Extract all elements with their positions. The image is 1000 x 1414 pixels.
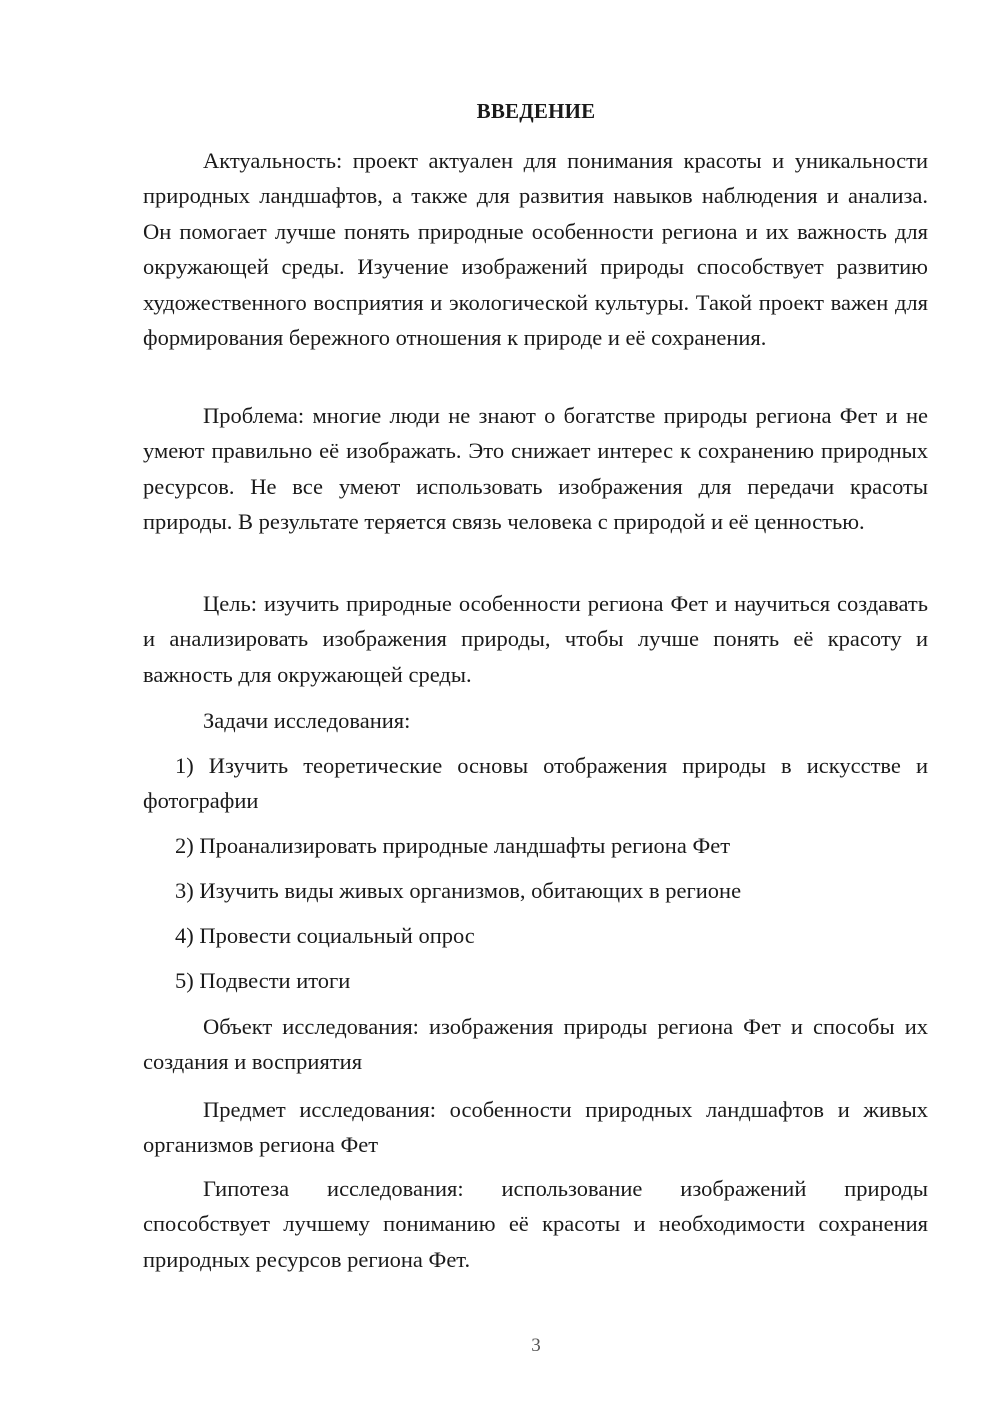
tasks-heading: Задачи исследования:	[203, 708, 411, 733]
paragraph-problem: Проблема: многие люди не знают о богатстве природы региона Фет и не умеют правильно её изображать. Это снижает интерес к сохранению природных ресурсов. Не все умеют использовать изображения для передачи красоты природы. В результате теряется связь человека с природой и её ценностью.	[143, 403, 928, 535]
page-title: ВВЕДЕНИЕ	[476, 99, 596, 123]
paragraph-hypothesis: Гипотеза исследования: использование изображений природы способствует лучшему пониманию её красоты и необходимости сохранения природных ресурсов региона Фет.	[143, 1176, 928, 1272]
paragraph-goal: Цель: изучить природные особенности региона Фет и научиться создавать и анализировать изображения природы, чтобы лучше понять её красоту и важность для окружающей среды.	[143, 591, 928, 687]
task-item: 3) Изучить виды живых организмов, обитающих в регионе	[175, 878, 742, 903]
page-number: 3	[531, 1335, 541, 1356]
paragraph-object: Объект исследования: изображения природы региона Фет и способы их создания и восприятия	[143, 1014, 928, 1075]
task-item: 5) Подвести итоги	[175, 968, 351, 993]
paragraph-relevance: Актуальность: проект актуален для понимания красоты и уникальности природных ландшафтов, а также для развития навыков наблюдения и анализа. Он помогает лучше понять природные особенности региона и их важность для окружающей среды. Изучение изображений природы способствует развитию художественного восприятия и экологической культуры. Такой проект важен для формирования бережного отношения к природе и её сохранения.	[143, 148, 928, 351]
task-item: 4) Провести социальный опрос	[175, 923, 475, 948]
task-item: 2) Проанализировать природные ландшафты региона Фет	[175, 833, 731, 858]
paragraph-subject: Предмет исследования: особенности природных ландшафтов и живых организмов региона Фет	[143, 1097, 928, 1158]
task-item: 1) Изучить теоретические основы отображения природы в искусстве и фотографии	[143, 753, 928, 814]
